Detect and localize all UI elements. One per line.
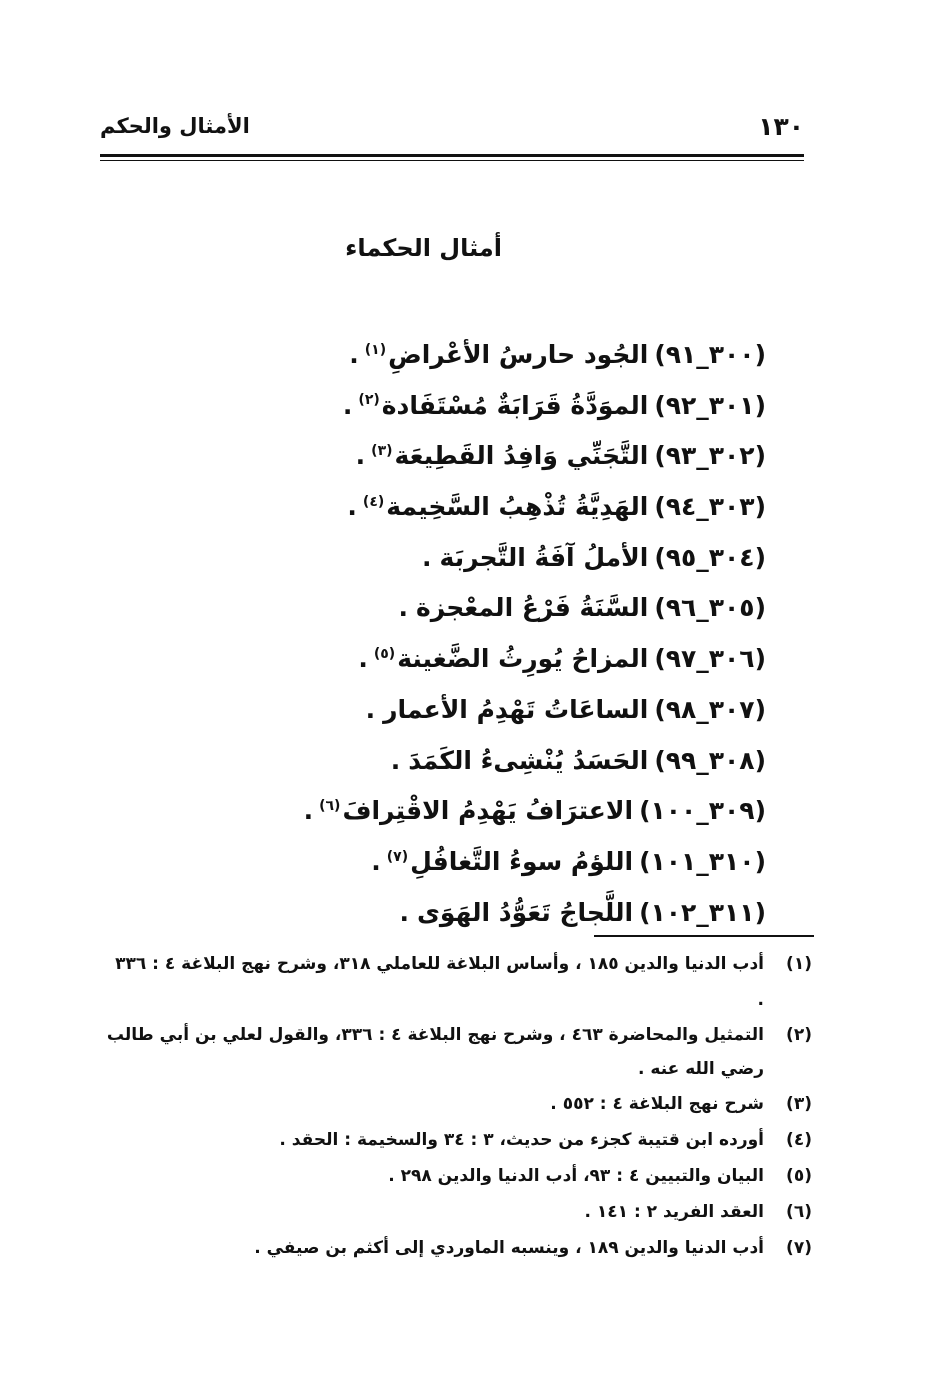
running-title: الأمثال والحكم	[100, 114, 250, 138]
proverb-number: (٣٠٥_٩٦)	[654, 593, 766, 623]
proverb-text: الاعترَافُ يَهْدِمُ الاقْتِرافَ	[342, 796, 634, 826]
proverb-line: (٣٠٤_٩٥)الأملُ آفَةُ التَّجربَة.	[422, 542, 766, 572]
proverb-text: التَّجَنِّي وَافِدُ القَطِيعَة	[394, 441, 649, 471]
proverb-line: (٣٠٩_١٠٠)الاعترَافُ يَهْدِمُ الاقْتِرافَ$^{(٦)}$.	[303, 796, 766, 826]
footnote-text: شرح نهج البلاغة ٤ : ٥٥٢ .	[550, 1094, 764, 1114]
footnote-text: أدب الدنيا والدين ١٨٥ ، وأساس البلاغة للعاملي ٣١٨، وشرح نهج البلاغة ٤ : ٣٣٦ .	[115, 954, 764, 1010]
footnote	[104, 1158, 812, 1194]
proverb-line: (٣٠٣_٩٤)الهَدِيَّةُ تُذْهِبُ السَّخِيمة$^{(٤)}$.	[347, 492, 766, 522]
proverb-line: (٣٠٧_٩٨)الساعَاتُ تَهْدِمُ الأعمار.	[365, 694, 766, 724]
footnote-number: (٦)	[786, 1202, 812, 1222]
proverb-text: الموَدَّةُ قَرَابَةٌ مُسْتَفَادة	[381, 390, 649, 420]
proverb-number: (٣٠٣_٩٤)	[654, 492, 766, 522]
footnote-number: (١)	[786, 954, 812, 974]
proverb-number: (٣٠٤_٩٥)	[654, 542, 766, 572]
footnote-number: (٧)	[786, 1238, 812, 1258]
footnote-separator	[594, 935, 814, 937]
footnote-text: البيان والتبيين ٤ : ٩٣، أدب الدنيا والدين ٢٩٨ .	[388, 1166, 764, 1186]
footnote-ref: (٧)	[386, 848, 409, 865]
footnote-ref: (١)	[364, 341, 387, 358]
proverb-line: (٣٠٨_٩٩)الحَسَدُ يُنْشِىءُ الكَمَدَ.	[390, 745, 766, 775]
proverb-number: (٣١١_١٠٢)	[639, 897, 766, 927]
proverb-number: (٣١٠_١٠١)	[639, 846, 766, 876]
proverb-number: (٣٠٨_٩٩)	[654, 745, 766, 775]
proverb-number: (٣٠٧_٩٨)	[654, 694, 766, 724]
page-number: ١٣٠	[758, 112, 804, 141]
footnote-number: (٣)	[786, 1094, 812, 1114]
footnote-number: (٢)	[786, 1025, 812, 1045]
page-header	[100, 112, 804, 152]
footnote	[104, 1230, 812, 1266]
proverb-line: (٣١١_١٠٢)اللَّجاجُ تَعَوُّدُ الهَوَى.	[399, 897, 766, 927]
footnote-ref: (٥)	[373, 645, 396, 662]
proverb-line: (٣٠٥_٩٦)السَّنَةُ فَرْعُ المعْجزة.	[398, 593, 766, 623]
footnotes	[104, 946, 812, 1266]
proverb-line: (٣٠٠_٩١)الجُود حارسُ الأعْراضِ$^{(١)}$.	[349, 340, 766, 369]
footnote	[104, 946, 812, 1018]
footnote-text: أورده ابن قتيبة كجزء من حديث، ٣ : ٣٤ والسخيمة : الحقد .	[279, 1130, 764, 1150]
footnote-text: العقد الفريد ٢ : ١٤١ .	[584, 1202, 764, 1222]
footnote	[104, 1194, 812, 1230]
proverb-text: الجُود حارسُ الأعْراضِ	[388, 340, 649, 369]
footnote-ref: (٢)	[358, 392, 380, 409]
header-rule	[100, 154, 804, 157]
proverb-number: (٣٠١_٩٢)	[654, 390, 766, 420]
proverb-line: (٣١٠_١٠١)اللؤمُ سوءُ التَّغافُلِ$^{(٧)}$.	[371, 846, 766, 876]
footnote-number: (٤)	[786, 1130, 812, 1150]
proverb-number: (٣٠٠_٩١)	[654, 340, 766, 369]
proverb-text: اللَّجاجُ تَعَوُّدُ الهَوَى	[417, 897, 634, 927]
section-title: أمثال الحكماء	[345, 234, 502, 262]
footnote-text: أدب الدنيا والدين ١٨٩ ، وينسبه الماوردي إلى أكثم بن صيفي .	[254, 1238, 764, 1258]
header-rule-thin	[100, 160, 804, 161]
proverb-text: اللؤمُ سوءُ التَّغافُلِ	[410, 846, 634, 876]
footnote	[104, 1122, 812, 1158]
footnote-ref: (٤)	[362, 493, 385, 510]
footnote-ref: (٦)	[319, 797, 341, 814]
proverb-line: (٣٠١_٩٢)الموَدَّةُ قَرَابَةٌ مُسْتَفَادة$^{(٢)}$.	[342, 390, 766, 420]
footnote-ref: (٣)	[371, 443, 393, 460]
proverb-number: (٣٠٦_٩٧)	[654, 644, 766, 674]
proverb-text: الساعَاتُ تَهْدِمُ الأعمار	[383, 694, 649, 724]
proverb-text: الحَسَدُ يُنْشِىءُ الكَمَدَ	[408, 745, 649, 775]
proverb-list	[166, 330, 766, 938]
proverb-line: (٣٠٦_٩٧)المزاحُ يُورِثُ الضَّغينة$^{(٥)}$.	[358, 644, 766, 674]
proverb-number: (٣٠٩_١٠٠)	[639, 796, 766, 826]
footnote	[104, 1018, 812, 1086]
proverb-number: (٣٠٢_٩٣)	[654, 441, 766, 471]
footnote	[104, 1086, 812, 1122]
proverb-text: الهَدِيَّةُ تُذْهِبُ السَّخِيمة	[386, 492, 649, 522]
proverb-text: السَّنَةُ فَرْعُ المعْجزة	[415, 593, 649, 623]
proverb-text: الأملُ آفَةُ التَّجربَة	[439, 542, 649, 572]
proverb-line: (٣٠٢_٩٣)التَّجَنِّي وَافِدُ القَطِيعَة$^{(٣)}$.	[355, 441, 766, 471]
proverb-text: المزاحُ يُورِثُ الضَّغينة	[397, 644, 649, 674]
footnote-number: (٥)	[786, 1166, 812, 1186]
footnote-text: التمثيل والمحاضرة ٤٦٣ ، وشرح نهج البلاغة ٤ : ٣٣٦، والقول لعلي بن أبي طالب رضي الله عنه .	[106, 1025, 764, 1079]
